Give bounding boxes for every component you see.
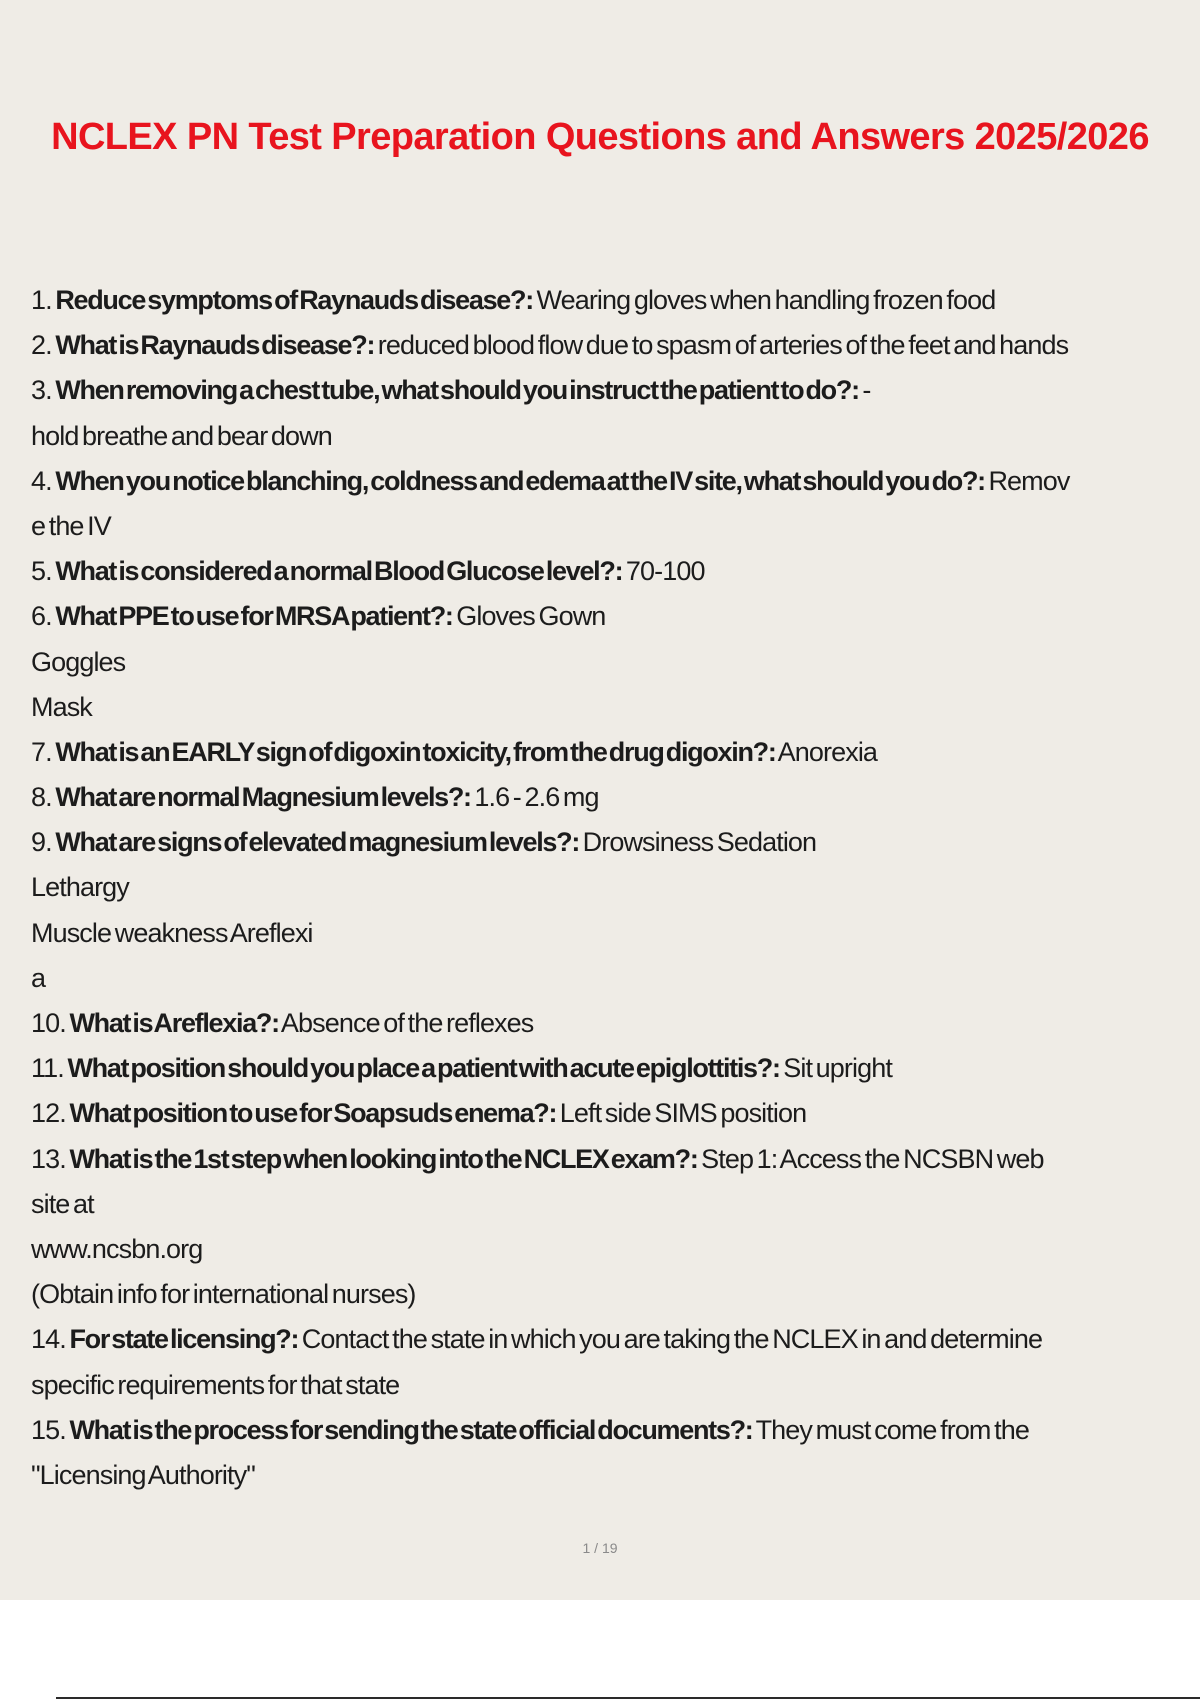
answer-text: site at (31, 1188, 94, 1219)
item-number: 14. (31, 1324, 70, 1355)
answer-text: e the IV (31, 510, 111, 541)
item-number: 1. (31, 285, 56, 315)
qa-line (31, 1363, 1200, 1408)
qa-line (31, 956, 1200, 1001)
qa-line (31, 730, 1200, 775)
item-number: 4. (31, 465, 56, 496)
answer-text: 1.6 - 2.6 mg (470, 782, 599, 813)
qa-line (31, 1001, 1200, 1046)
question-text: What are normal Magnesium levels?: (55, 782, 471, 813)
question-text: What is Areflexia?: (69, 1008, 279, 1038)
qa-line (31, 278, 1200, 323)
qa-line (31, 911, 1200, 956)
next-page-top-rule (56, 1697, 1200, 1699)
answer-text: Sit upright (779, 1053, 892, 1084)
qa-line (31, 1182, 1200, 1227)
item-number: 10. (31, 1008, 70, 1038)
answer-text: Anorexia (775, 736, 878, 767)
qa-line (31, 1137, 1200, 1182)
question-text: What PPE to use for MRSA patient?: (55, 601, 453, 632)
answer-text: specific requirements for that state (31, 1369, 400, 1400)
answer-text: Step 1: Access the NCSBN web (697, 1143, 1044, 1174)
answer-text: a (31, 962, 46, 993)
qa-line (31, 323, 1200, 368)
question-text: Reduce symptoms of Raynauds disease?: (55, 285, 533, 315)
qa-list (31, 278, 1200, 1498)
question-text: What is an EARLY sign of digoxin toxicity, from the drug digoxin?: (55, 736, 776, 767)
answer-text: Left side SIMS position (556, 1098, 807, 1129)
answer-text: Absence of the reflexes (278, 1008, 534, 1038)
answer-text: Gloves Gown (452, 601, 606, 632)
answer-text: (Obtain info for international nurses) (31, 1279, 416, 1310)
qa-line (31, 820, 1200, 865)
question-text: What is considered a normal Blood Glucose level?: (55, 556, 623, 587)
answer-text: Mask (31, 691, 92, 722)
qa-line (31, 1453, 1200, 1498)
answer-text: Lethargy (31, 872, 129, 903)
item-number: 6. (31, 601, 56, 632)
question-text: What position to use for Soapsuds enema?: (69, 1098, 557, 1129)
answer-text: Wearing gloves when handling frozen food (532, 285, 996, 315)
page-indicator: 1 / 19 (582, 1540, 618, 1556)
question-text: For state licensing?: (69, 1324, 299, 1355)
item-number: 3. (31, 375, 56, 406)
question-text: What position should you place a patient with acute epiglottitis?: (67, 1053, 780, 1084)
qa-line (31, 1227, 1200, 1272)
qa-line (31, 549, 1200, 594)
answer-text: 70-100 (622, 556, 705, 587)
qa-line (31, 368, 1200, 413)
qa-line (31, 594, 1200, 639)
item-number: 8. (31, 782, 56, 813)
qa-line (31, 1046, 1200, 1091)
answer-text: Remov (984, 465, 1070, 496)
item-number: 13. (31, 1143, 70, 1174)
question-text: What is the 1st step when looking into the NCLEX exam?: (69, 1143, 698, 1174)
qa-line (31, 640, 1200, 685)
answer-text: Muscle weakness Areflexi (31, 917, 313, 948)
qa-line (31, 1091, 1200, 1136)
answer-text: They must come from the (752, 1414, 1029, 1445)
qa-line (31, 685, 1200, 730)
qa-line (31, 459, 1200, 504)
qa-line (31, 504, 1200, 549)
qa-line (31, 1272, 1200, 1317)
qa-line (31, 414, 1200, 459)
item-number: 7. (31, 736, 56, 767)
question-text: What is Raynauds disease?: (55, 330, 375, 361)
question-text: When you notice blanching, coldness and edema at the IV site, what should you do?: (55, 465, 985, 496)
qa-line (31, 775, 1200, 820)
item-number: 2. (31, 330, 56, 361)
answer-text: hold breathe and bear down (31, 420, 332, 451)
question-text: What are signs of elevated magnesium levels?: (55, 827, 580, 858)
item-number: 5. (31, 556, 56, 587)
answer-text: "Licensing Authority" (31, 1459, 255, 1490)
qa-line (31, 865, 1200, 910)
item-number: 9. (31, 827, 56, 858)
answer-text: Goggles (31, 646, 126, 677)
item-number: 15. (31, 1414, 70, 1445)
qa-line (31, 1317, 1200, 1362)
item-number: 11. (31, 1053, 68, 1084)
answer-text: Drowsiness Sedation (579, 827, 817, 858)
answer-text: reduced blood flow due to spasm of arteries of the feet and hands (374, 330, 1069, 361)
answer-text: - (858, 375, 871, 406)
qa-line (31, 1408, 1200, 1453)
answer-text: www.ncsbn.org (31, 1233, 203, 1264)
item-number: 12. (31, 1098, 70, 1129)
document-title: NCLEX PN Test Preparation Questions and Answers 2025/2026 (51, 116, 1149, 158)
question-text: What is the process for sending the state official documents?: (69, 1414, 753, 1445)
answer-text: Contact the state in which you are taking the NCLEX in and determine (298, 1324, 1043, 1355)
question-text: When removing a chest tube, what should you instruct the patient to do?: (55, 375, 859, 406)
